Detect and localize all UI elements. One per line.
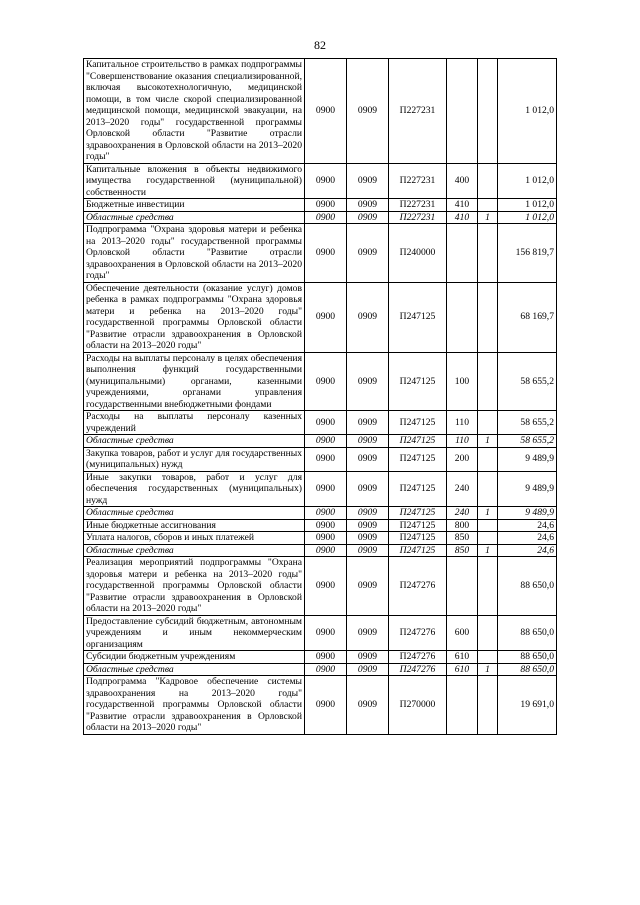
target-item-cell: П227231: [389, 199, 447, 212]
expense-type-cell: [447, 59, 478, 164]
amount-cell: 24,6: [498, 544, 557, 557]
table-row: [84, 651, 557, 664]
row-name-cell: Расходы на выплаты персоналу казенных учреждений: [84, 411, 305, 435]
expense-type-cell: [447, 676, 478, 735]
table-row: [84, 352, 557, 411]
expense-type-cell: 850: [447, 544, 478, 557]
section-code-cell: 0900: [305, 676, 347, 735]
expense-type-cell: 610: [447, 651, 478, 664]
target-item-cell: П247125: [389, 411, 447, 435]
expense-type-cell: 110: [447, 411, 478, 435]
subsection-code-cell: 0909: [347, 447, 389, 471]
subsection-code-cell: 0909: [347, 282, 389, 352]
subsection-code-cell: 0909: [347, 163, 389, 199]
table-row: [84, 282, 557, 352]
target-item-cell: П247276: [389, 663, 447, 676]
expense-type-cell: 240: [447, 507, 478, 520]
funding-source-cell: [478, 676, 498, 735]
table-row: [84, 615, 557, 651]
funding-source-cell: 1: [478, 435, 498, 448]
target-item-cell: П247125: [389, 282, 447, 352]
row-name-cell: Иные бюджетные ассигнования: [84, 519, 305, 532]
row-name-cell: Областные средства: [84, 435, 305, 448]
row-name-cell: Областные средства: [84, 211, 305, 224]
target-item-cell: П247125: [389, 532, 447, 545]
section-code-cell: 0900: [305, 282, 347, 352]
subsection-code-cell: 0909: [347, 507, 389, 520]
row-name-cell: Расходы на выплаты персоналу в целях обеспечения выполнения функций государственными (муниципальными) органами, казенными учреждениями, органами управления государственными внебюджетными фондами: [84, 352, 305, 411]
row-name-cell: Капитальные вложения в объекты недвижимого имущества государственной (муниципальной) собственности: [84, 163, 305, 199]
funding-source-row: [84, 435, 557, 448]
target-item-cell: П247125: [389, 519, 447, 532]
amount-cell: 9 489,9: [498, 507, 557, 520]
target-item-cell: П227231: [389, 163, 447, 199]
table-row: [84, 411, 557, 435]
expense-type-cell: [447, 224, 478, 283]
subsection-code-cell: 0909: [347, 615, 389, 651]
target-item-cell: П247276: [389, 651, 447, 664]
subsection-code-cell: 0909: [347, 211, 389, 224]
funding-source-cell: [478, 59, 498, 164]
amount-cell: 1 012,0: [498, 163, 557, 199]
expense-type-cell: 200: [447, 447, 478, 471]
subsection-code-cell: 0909: [347, 224, 389, 283]
subsection-code-cell: 0909: [347, 544, 389, 557]
funding-source-cell: [478, 352, 498, 411]
subsection-code-cell: 0909: [347, 352, 389, 411]
subsection-code-cell: 0909: [347, 676, 389, 735]
amount-cell: 88 650,0: [498, 615, 557, 651]
subsection-code-cell: 0909: [347, 471, 389, 507]
expense-type-cell: 100: [447, 352, 478, 411]
amount-cell: 88 650,0: [498, 651, 557, 664]
table-row: [84, 471, 557, 507]
table-row: [84, 532, 557, 545]
funding-source-cell: [478, 411, 498, 435]
row-name-cell: Бюджетные инвестиции: [84, 199, 305, 212]
target-item-cell: П247125: [389, 435, 447, 448]
target-item-cell: П247276: [389, 615, 447, 651]
amount-cell: 1 012,0: [498, 59, 557, 164]
row-name-cell: Предоставление субсидий бюджетным, автономным учреждениям и иным некоммерческим организациям: [84, 615, 305, 651]
amount-cell: 68 169,7: [498, 282, 557, 352]
subsection-code-cell: 0909: [347, 411, 389, 435]
subsection-code-cell: 0909: [347, 199, 389, 212]
row-name-cell: Подпрограмма "Кадровое обеспечение системы здравоохранения на 2013–2020 годы" государственной программы Орловской области "Развитие отрасли здравоохранения в Орловской области на 2013–2020 годы": [84, 676, 305, 735]
table-row: [84, 224, 557, 283]
section-code-cell: 0900: [305, 411, 347, 435]
amount-cell: 58 655,2: [498, 435, 557, 448]
row-name-cell: Областные средства: [84, 663, 305, 676]
table-row: [84, 59, 557, 164]
expense-type-cell: 600: [447, 615, 478, 651]
funding-source-row: [84, 211, 557, 224]
subsection-code-cell: 0909: [347, 435, 389, 448]
amount-cell: 9 489,9: [498, 447, 557, 471]
section-code-cell: 0900: [305, 663, 347, 676]
target-item-cell: П247125: [389, 471, 447, 507]
funding-source-row: [84, 663, 557, 676]
target-item-cell: П247125: [389, 447, 447, 471]
section-code-cell: 0900: [305, 352, 347, 411]
funding-source-cell: 1: [478, 663, 498, 676]
amount-cell: 9 489,9: [498, 471, 557, 507]
subsection-code-cell: 0909: [347, 651, 389, 664]
expense-type-cell: 410: [447, 199, 478, 212]
row-name-cell: Реализация мероприятий подпрограммы "Охрана здоровья матери и ребенка на 2013–2020 годы" государственной программы Орловской области "Развитие отрасли здравоохранения в Орловской области на 2013–2020 годы": [84, 557, 305, 616]
section-code-cell: 0900: [305, 447, 347, 471]
target-item-cell: П247276: [389, 557, 447, 616]
target-item-cell: П247125: [389, 507, 447, 520]
section-code-cell: 0900: [305, 507, 347, 520]
amount-cell: 1 012,0: [498, 199, 557, 212]
subsection-code-cell: 0909: [347, 532, 389, 545]
row-name-cell: Закупка товаров, работ и услуг для государственных (муниципальных) нужд: [84, 447, 305, 471]
table-row: [84, 447, 557, 471]
amount-cell: 156 819,7: [498, 224, 557, 283]
amount-cell: 24,6: [498, 519, 557, 532]
funding-source-cell: [478, 163, 498, 199]
funding-source-cell: [478, 557, 498, 616]
amount-cell: 58 655,2: [498, 411, 557, 435]
table-row: [84, 199, 557, 212]
section-code-cell: 0900: [305, 211, 347, 224]
amount-cell: 58 655,2: [498, 352, 557, 411]
subsection-code-cell: 0909: [347, 519, 389, 532]
funding-source-cell: [478, 471, 498, 507]
section-code-cell: 0900: [305, 224, 347, 283]
funding-source-cell: [478, 199, 498, 212]
target-item-cell: П227231: [389, 211, 447, 224]
funding-source-cell: [478, 651, 498, 664]
page-number: 82: [314, 38, 326, 52]
target-item-cell: П247125: [389, 544, 447, 557]
expense-type-cell: 410: [447, 211, 478, 224]
section-code-cell: 0900: [305, 532, 347, 545]
row-name-cell: Субсидии бюджетным учреждениям: [84, 651, 305, 664]
expense-type-cell: 850: [447, 532, 478, 545]
budget-table: [83, 58, 557, 735]
subsection-code-cell: 0909: [347, 557, 389, 616]
target-item-cell: П227231: [389, 59, 447, 164]
row-name-cell: Иные закупки товаров, работ и услуг для обеспечения государственных (муниципальных) нужд: [84, 471, 305, 507]
amount-cell: 1 012,0: [498, 211, 557, 224]
row-name-cell: Областные средства: [84, 544, 305, 557]
funding-source-cell: [478, 519, 498, 532]
row-name-cell: Областные средства: [84, 507, 305, 520]
table-row: [84, 163, 557, 199]
table-row: [84, 676, 557, 735]
section-code-cell: 0900: [305, 199, 347, 212]
expense-type-cell: 240: [447, 471, 478, 507]
funding-source-cell: 1: [478, 507, 498, 520]
section-code-cell: 0900: [305, 471, 347, 507]
expense-type-cell: [447, 282, 478, 352]
expense-type-cell: 610: [447, 663, 478, 676]
row-name-cell: Уплата налогов, сборов и иных платежей: [84, 532, 305, 545]
row-name-cell: Подпрограмма "Охрана здоровья матери и ребенка на 2013–2020 годы" государственной программы Орловской области "Развитие отрасли здравоохранения в Орловской области на 2013–2020 годы": [84, 224, 305, 283]
funding-source-cell: 1: [478, 211, 498, 224]
funding-source-cell: [478, 532, 498, 545]
table-row: [84, 519, 557, 532]
section-code-cell: 0900: [305, 59, 347, 164]
section-code-cell: 0900: [305, 557, 347, 616]
expense-type-cell: [447, 557, 478, 616]
budget-table-body: [84, 59, 557, 735]
funding-source-cell: 1: [478, 544, 498, 557]
target-item-cell: П270000: [389, 676, 447, 735]
row-name-cell: Обеспечение деятельности (оказание услуг) домов ребенка в рамках подпрограммы "Охрана здоровья матери и ребенка на 2013–2020 годы" государственной программы Орловской области "Развитие отрасли здравоохранения в Орловской области на 2013–2020 годы": [84, 282, 305, 352]
funding-source-row: [84, 544, 557, 557]
section-code-cell: 0900: [305, 435, 347, 448]
target-item-cell: П247125: [389, 352, 447, 411]
expense-type-cell: 400: [447, 163, 478, 199]
amount-cell: 24,6: [498, 532, 557, 545]
funding-source-cell: [478, 282, 498, 352]
subsection-code-cell: 0909: [347, 663, 389, 676]
amount-cell: 19 691,0: [498, 676, 557, 735]
expense-type-cell: 110: [447, 435, 478, 448]
funding-source-cell: [478, 447, 498, 471]
subsection-code-cell: 0909: [347, 59, 389, 164]
section-code-cell: 0900: [305, 615, 347, 651]
expense-type-cell: 800: [447, 519, 478, 532]
funding-source-cell: [478, 224, 498, 283]
section-code-cell: 0900: [305, 163, 347, 199]
row-name-cell: Капитальное строительство в рамках подпрограммы "Совершенствование оказания специализированной, включая высокотехнологичную, медицинской помощи, в том числе скорой специализированной медицинской помощи, медицинской эвакуации, на 2013–2020 годы" государственной программы Орловской области "Развитие отрасли здравоохранения в Орловской области на 2013–2020 годы": [84, 59, 305, 164]
section-code-cell: 0900: [305, 519, 347, 532]
amount-cell: 88 650,0: [498, 557, 557, 616]
section-code-cell: 0900: [305, 544, 347, 557]
funding-source-row: [84, 507, 557, 520]
section-code-cell: 0900: [305, 651, 347, 664]
funding-source-cell: [478, 615, 498, 651]
table-row: [84, 557, 557, 616]
target-item-cell: П240000: [389, 224, 447, 283]
amount-cell: 88 650,0: [498, 663, 557, 676]
